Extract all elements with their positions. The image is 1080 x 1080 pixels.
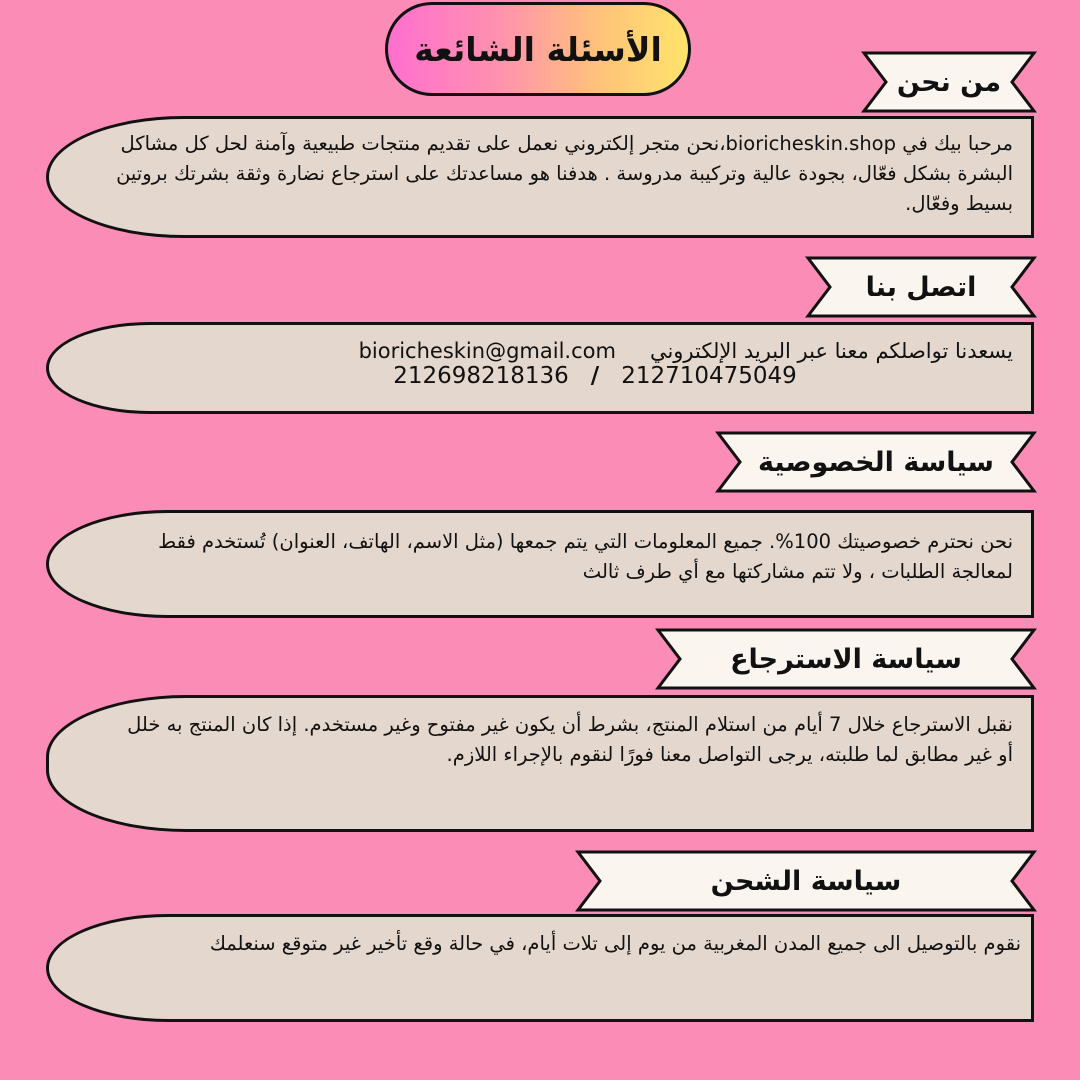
contact-box [46,322,1034,414]
returns-heading: سياسة الاسترجاع [730,643,962,675]
contact-phones-line [107,363,1013,389]
about-heading: من نحن [896,66,1002,98]
about-text: مرحبا بيك في bioricheskin.shop،نحن متجر إلكتروني نعمل على تقديم منتجات طبيعية وآمنة لحل كل مشاكل البشرة بشكل فعّال، بجودة عالية وتركيبة مدروسة . هدفنا هو مساعدتك على استرجاع نضارة وثقة بشرتك بروتين بسيط وفعّال. [116,132,1013,216]
contact-email-line [107,339,1013,363]
contact-phone-2[interactable]: 212698218136 [393,363,569,389]
returns-box [46,695,1034,832]
privacy-text: نحن نحترم خصوصيتك 100%. جميع المعلومات التي يتم جمعها (مثل الاسم، الهاتف، العنوان) تُستخدم فقط لمعالجة الطلبات ، ولا تتم مشاركتها مع أي طرف ثالث [158,530,1013,584]
about-heading-ribbon [864,53,1034,111]
shipping-heading: سياسة الشحن [710,865,902,897]
page-title: الأسئلة الشائعة [414,29,662,69]
privacy-box [46,510,1034,618]
shipping-heading-ribbon [578,852,1034,910]
shipping-text: نقوم بالتوصيل الى جميع المدن المغربية من يوم إلى تلات أيام، في حالة وقع تأخير غير متوقع سنعلمك [209,932,1021,955]
returns-heading-ribbon [658,630,1034,688]
title-pill [385,2,691,96]
contact-intro: يسعدنا تواصلكم معنا عبر البريد الإلكتروني [649,339,1013,363]
returns-text: نقبل الاسترجاع خلال 7 أيام من استلام المنتج، بشرط أن يكون غير مفتوح وغير مستخدم. إذا كان المنتج به خلل أو غير مطابق لما طلبته، يرجى التواصل معنا فورًا لنقوم بالإجراء اللازم. [127,713,1013,767]
privacy-heading-ribbon [718,433,1034,491]
contact-heading-ribbon [808,258,1034,316]
shipping-box [46,914,1034,1022]
about-box [46,116,1034,238]
privacy-heading: سياسة الخصوصية [758,446,994,478]
contact-phone-1[interactable]: 212710475049 [621,363,797,389]
phone-separator: / [590,363,600,389]
contact-heading: اتصل بنا [865,271,977,303]
contact-email[interactable]: bioricheskin@gmail.com [358,339,616,363]
